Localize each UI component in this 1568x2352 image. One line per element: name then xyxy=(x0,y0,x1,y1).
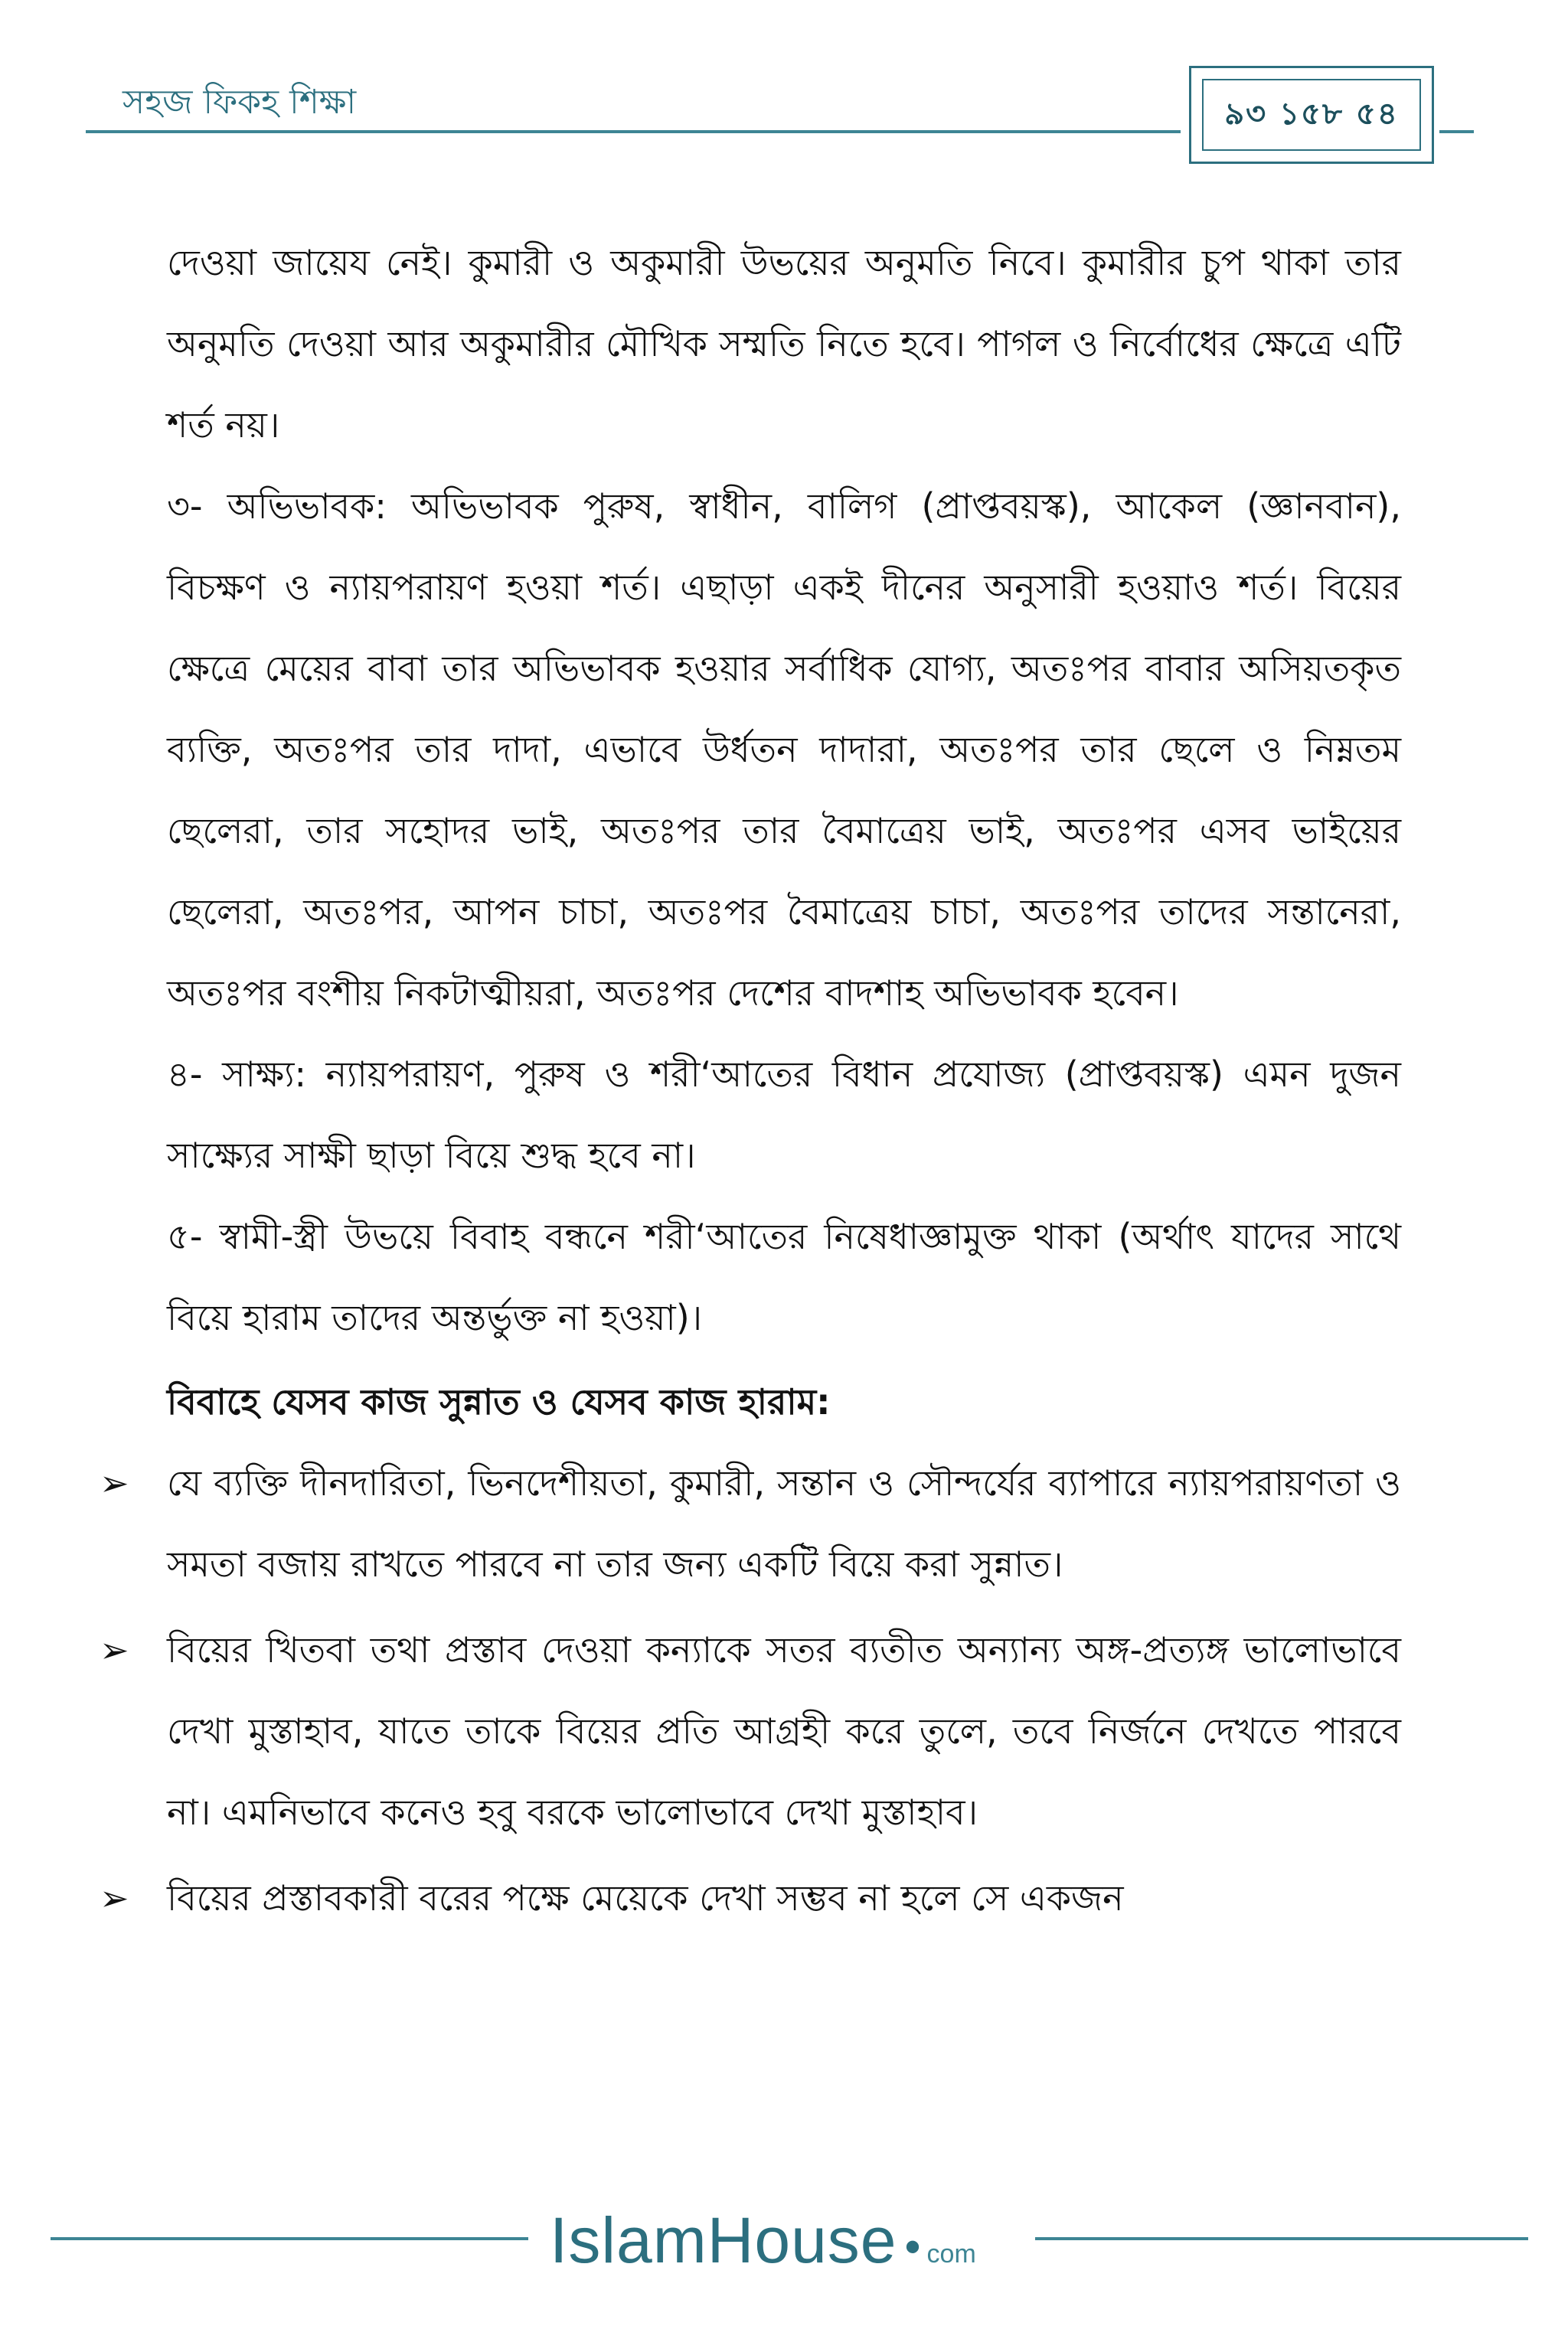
list-item xyxy=(100,1857,1401,1939)
header-rule xyxy=(86,130,1181,133)
bullet-list xyxy=(100,1442,1401,1939)
list-item-text: বিয়ের খিতবা তথা প্রস্তাব দেওয়া কন্যাকে সতর ব্যতীত অন্যান্য অঙ্গ-প্রত্যঙ্গ ভালোভাবে দেখা মুস্তাহাব, যাতে তাকে বিয়ের প্রতি আগ্রহী করে তুলে, তবে নির্জনে দেখতে পারবে না। এমনিভাবে কনেও হবু বরকে ভালোভাবে দেখা মুস্তাহাব। xyxy=(167,1629,1401,1833)
list-item xyxy=(100,1609,1401,1853)
list-item-text: বিয়ের প্রস্তাবকারী বরের পক্ষে মেয়েকে দেখা সম্ভব না হলে সে একজন xyxy=(167,1877,1124,1919)
footer-brand-logo xyxy=(550,2203,976,2276)
arrow-bullet-icon: ➢ xyxy=(100,1462,129,1504)
arrow-bullet-icon: ➢ xyxy=(100,1877,129,1919)
list-item-text: যে ব্যক্তি দীনদারিতা, ভিনদেশীয়তা, কুমারী, সন্তান ও সৌন্দর্যের ব্যাপারে ন্যায়পরায়ণতা ও সমতা বজায় রাখতে পারবে না তার জন্য একটি বিয়ে করা সুন্নাত। xyxy=(167,1462,1401,1585)
footer-brand-name: IslamHouse xyxy=(550,2204,897,2276)
paragraph-guardian: ৩- অভিভাবক: অভিভাবক পুরুষ, স্বাধীন, বালিগ (প্রাপ্তবয়স্ক), আকেল (জ্ঞানবান), বিচক্ষণ ও ন্যায়পরায়ণ হওয়া শর্ত। এছাড়া একই দীনের অনুসারী হওয়াও শর্ত। বিয়ের ক্ষেত্রে মেয়ের বাবা তার অভিভাবক হওয়ার সর্বাধিক যোগ্য, অতঃপর বাবার অসিয়তকৃত ব্যক্তি, অতঃপর তার দাদা, এভাবে উর্ধতন দাদারা, অতঃপর তার ছেলে ও নিম্নতম ছেলেরা, তার সহোদর ভাই, অতঃপর তার বৈমাত্রেয় ভাই, অতঃপর এসব ভাইয়ের ছেলেরা, অতঃপর, আপন চাচা, অতঃপর বৈমাত্রেয় চাচা, অতঃপর তাদের সন্তানেরা, অতঃপর বংশীয় নিকটাত্মীয়রা, অতঃপর দেশের বাদশাহ অভিভাবক হবেন। xyxy=(167,485,1401,1014)
list-item xyxy=(100,1442,1401,1605)
footer-rule-left xyxy=(51,2237,528,2240)
page-content xyxy=(100,222,1401,1943)
section-heading: বিবাহে যেসব কাজ সুন্নাত ও যেসব কাজ হারাম: xyxy=(167,1381,831,1423)
arrow-bullet-icon: ➢ xyxy=(100,1629,129,1671)
paragraph-witness: ৪- সাক্ষ্য: ন্যায়পরায়ণ, পুরুষ ও শরী‘আতের বিধান প্রযোজ্য (প্রাপ্তবয়স্ক) এমন দুজন সাক্ষ্যের সাক্ষী ছাড়া বিয়ে শুদ্ধ হবে না। xyxy=(167,1054,1401,1176)
header-title: সহজ ফিকহ শিক্ষা xyxy=(122,83,357,122)
footer-brand-dot: • xyxy=(904,2221,921,2272)
paragraph-consent: দেওয়া জায়েয নেই। কুমারী ও অকুমারী উভয়ের অনুমতি নিবে। কুমারীর চুপ থাকা তার অনুমতি দেওয়া আর অকুমারীর মৌখিক সম্মতি নিতে হবে। পাগল ও নির্বোধের ক্ষেত্রে এটি শর্ত নয়। xyxy=(167,242,1401,446)
paragraph-prohibition: ৫- স্বামী-স্ত্রী উভয়ে বিবাহ বন্ধনে শরী‘আতের নিষেধাজ্ঞামুক্ত থাকা (অর্থাৎ যাদের সাথে বিয়ে হারাম তাদের অন্তর্ভুক্ত না হওয়া)। xyxy=(167,1216,1401,1338)
footer-brand-suffix: com xyxy=(926,2239,976,2269)
page-number-box xyxy=(1189,66,1434,164)
header-rule-right xyxy=(1439,130,1474,133)
page-number: ৯৩ ১৫৮ ৫৪ xyxy=(1202,79,1421,151)
footer-rule-right xyxy=(1035,2237,1528,2240)
